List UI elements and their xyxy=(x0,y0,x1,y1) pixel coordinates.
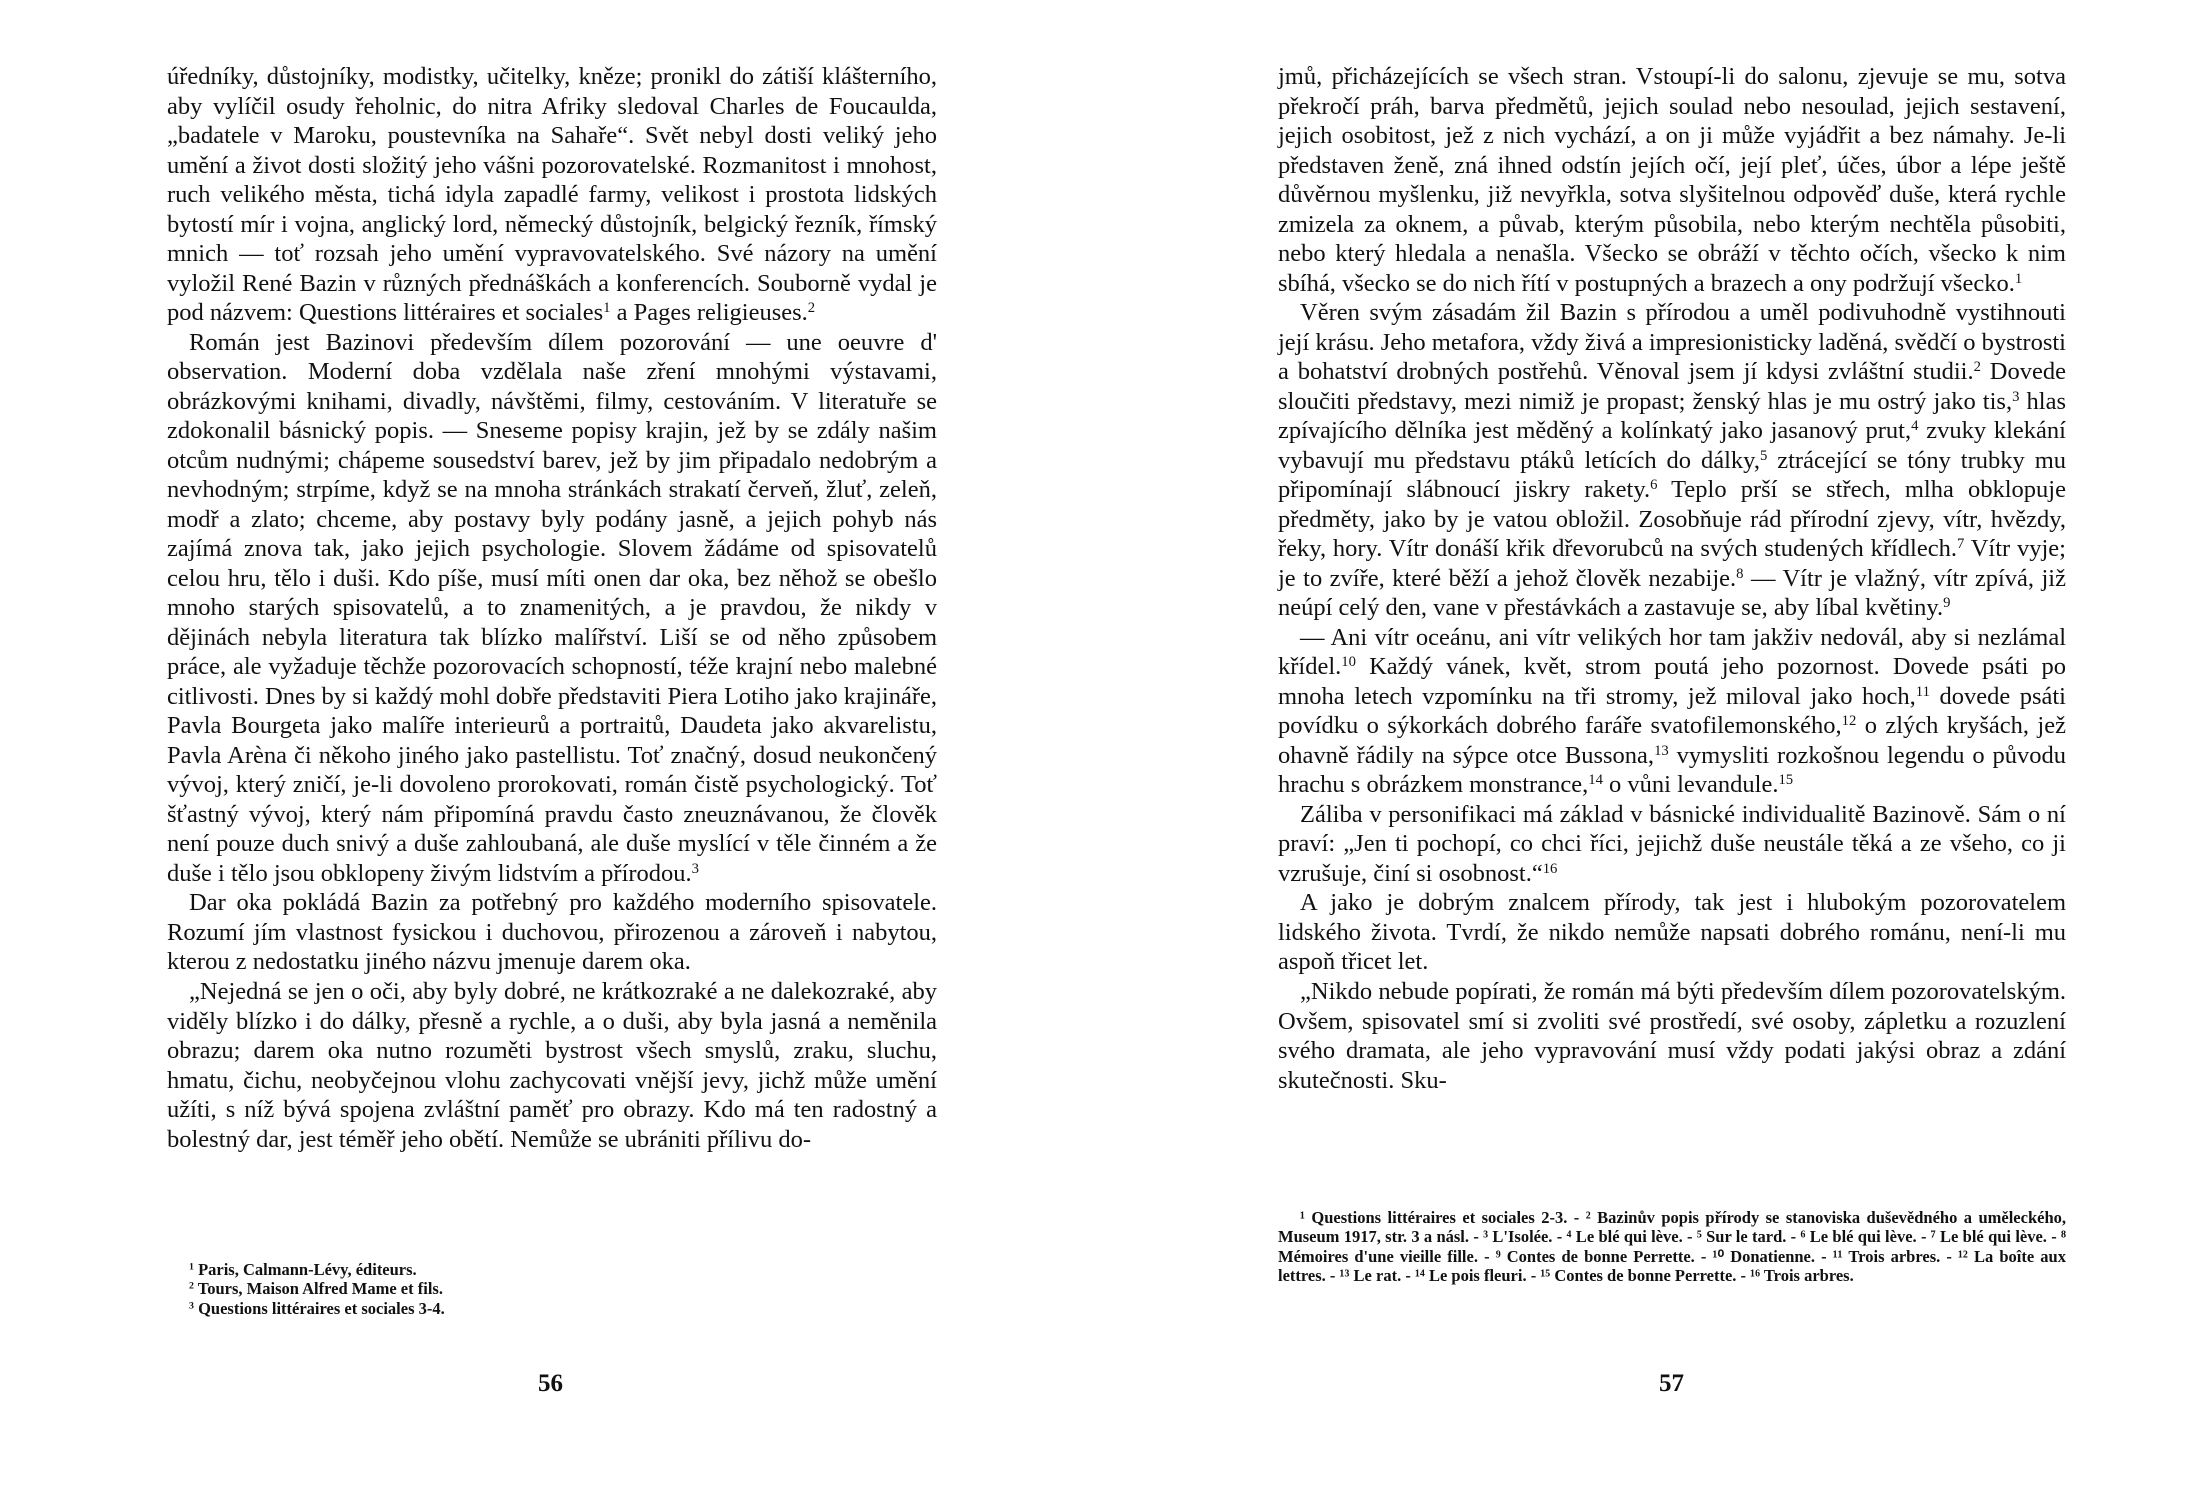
text-run: hlas zpívajícího dělníka jest měděný a kolínkatý jako jasanový prut, xyxy=(1278,387,2066,445)
text-run: „Nikdo nebude popírati, že román má býti především dílem pozorovatelským. Ovšem, spisovatel smí si zvoliti své prostředí, své osoby, zápletku a rozuzlení svého dramata, ale jeho vypravování musí vždy podati jakýsi obraz a zdání skutečnosti. Sku- xyxy=(1278,977,2066,1094)
footnote-text: Tours, Maison Alfred Mame et fils. xyxy=(193,1279,443,1299)
right-footnotes xyxy=(1278,1208,2066,1286)
footnote-marker: 2 xyxy=(1973,359,1981,376)
text-run: Každý vánek, květ, strom poutá jeho pozornost. Dovede psáti po mnoha letech vzpomínku na tři stromy, jež miloval jako hoch, xyxy=(1278,653,2066,710)
paragraph xyxy=(1278,800,2066,889)
footnote-marker: 14 xyxy=(1588,772,1603,789)
text-run: Vítr vyje; je to zvíře, které běží a jehož člověk nezabije. xyxy=(1278,535,2066,592)
footnote-marker: 5 xyxy=(1759,447,1768,464)
footnote xyxy=(167,1299,937,1318)
page-number-left: 56 xyxy=(538,1370,563,1397)
footnote xyxy=(167,1260,937,1279)
footnote-marker: 4 xyxy=(1911,418,1919,435)
footnote-marker: 13 xyxy=(1654,742,1669,759)
paragraph xyxy=(167,977,937,1154)
right-body-text xyxy=(1278,62,2066,1095)
text-run: A jako je dobrým znalcem přírody, tak jest i hlubokým pozorovatelem lidského života. Tvrdí, že nikdo nemůže napsati dobrého románu, není-li mu aspoň třicet let. xyxy=(1278,889,2066,976)
footnote-marker: 6 xyxy=(1650,477,1658,494)
text-run: vymysliti rozkošnou legendu o původu hrachu s obrázkem monstrance, xyxy=(1278,741,2066,799)
text-run: Věren svým zásadám žil Bazin s přírodou a uměl podivuhodně vystihnouti její krásu. Jeho metafora, vždy živá a impresionisticky laděná, svědčí o bystrosti a bohatství drobných postřehů. Věnoval jsem jí kdysi zvláštní studii. xyxy=(1278,299,2066,386)
paragraph xyxy=(167,888,937,977)
footnote-marker: 1 xyxy=(603,300,611,317)
paragraph xyxy=(1278,62,2066,298)
text-run: „Nejedná se jen o oči, aby byly dobré, ne krátkozraké a ne dalekozraké, aby viděly blízko i do dálky, přesně a rychle, a o duši, aby byla jasná a neměnila obrazu; darem oka nutno rozuměti bystrost všech smyslů, zraku, sluchu, hmatu, čichu, neobyčejnou vlohu zachycovati vnější jevy, jichž může umění užíti, s níž bývá spojena zvláštní paměť pro obrazy. Kdo má ten radostný a bolestný dar, jest téměř jeho obětí. Nemůže se ubrániti přílivu do- xyxy=(167,977,937,1153)
paragraph xyxy=(1278,623,2066,800)
text-run: Záliba v personifikaci má základ v básnické individualitě Bazinově. Sám o ní praví: „Jen ti pochopí, co chci říci, jejichž duše neustále těká a ze všeho, co ji vzrušuje, činí si osobnost.“ xyxy=(1278,800,2066,887)
footnote-number: 3 xyxy=(189,1300,194,1312)
footnote-text: Paris, Calmann-Lévy, éditeurs. xyxy=(193,1260,417,1279)
text-run: Dovede sloučiti představy, mezi nimiž je propast; ženský hlas je mu ostrý jako tis, xyxy=(1278,358,2066,415)
paragraph xyxy=(1278,977,2066,1095)
footnotes-paragraph: ¹ Questions littéraires et sociales 2-3. - ² Bazinův popis přírody se stanoviska duševědného a uměleckého, Museum 1917, str. 3 a násl. - ³ L'Isolée. - ⁴ Le blé qui lève. - ⁵ Sur le tard. - ⁶ Le blé qui lève. - ⁷ Le blé qui lève. - ⁸ Mémoires d'une vieille fille. - ⁹ Contes de bonne Perrette. - ¹⁰ Donatienne. - ¹¹ Trois arbres. - ¹² La boîte aux lettres. - ¹³ Le rat. - ¹⁴ Le pois fleuri. - ¹⁵ Contes de bonne Perrette. - ¹⁶ Trois arbres. xyxy=(1278,1208,2066,1286)
footnote-marker: 3 xyxy=(2012,388,2020,405)
footnote-marker: 7 xyxy=(1956,536,1965,553)
text-run: úředníky, důstojníky, modistky, učitelky, kněze; pronikl do zátiší klášterního, aby vylíčil osudy řeholnic, do nitra Afriky sledoval Charles de Foucaulda, „badatele v Maroku, poustevníka na Sahaře“. Svět nebyl dosti veliký jeho umění a život dosti složitý jeho vášni pozorovatelské. Rozmanitost i mnohost, ruch velikého města, tichá idyla zapadlé farmy, velikost i prostota lidských bytostí mír i vojna, anglický lord, německý důstojník, belgický řezník, římský mnich — toť rozsah jeho umění vypravovatelského. Své názory na umění vyložil René Bazin v různých přednáškách a konferencích. Souborně vydal je pod názvem: Questions littéraires et sociales xyxy=(167,63,937,327)
text-run: dovede psáti povídku o sýkorkách dobrého faráře svatofilemonského, xyxy=(1278,682,2066,740)
footnote-marker: 3 xyxy=(691,860,700,877)
footnote-text: Questions littéraires et sociales 3-4. xyxy=(193,1298,445,1318)
page-number-right: 57 xyxy=(1659,1370,1684,1397)
text-run: jmů, přicházejících se všech stran. Vstoupí-li do salonu, zjevuje se mu, sotva překročí práh, barva předmětů, jejich soulad nebo nesoulad, jejich sestavení, jejich osobitost, jež z nich vychází, a on ji může vyjádřit a bez námahy. Je-li představen ženě, zná ihned odstín jejích očí, její pleť, účes, úbor a lépe ještě důvěrnou myšlenku, již nevyřkla, sotva slyšitelnou odpověď duše, která rychle zmizela za oknem, a půvab, kterým působila, nebo kterým nechtěla působiti, nebo který hledala a nenašla. Všecko se obráží v těchto očích, všecko k nim sbíhá, všecko se do nich řítí v postupných a brazech a ony podržují všecko. xyxy=(1278,63,2066,297)
footnote-number: 1 xyxy=(189,1261,194,1273)
paragraph xyxy=(1278,298,2066,623)
footnote-marker: 12 xyxy=(1841,713,1857,730)
left-body-text xyxy=(167,62,937,1154)
footnote-marker: 16 xyxy=(1542,860,1558,877)
footnote-marker: 8 xyxy=(1736,565,1744,582)
footnote-marker: 11 xyxy=(1915,683,1930,700)
text-run: zvuky klekání vybavují mu představu ptáků letících do dálky, xyxy=(1278,417,2066,474)
footnote xyxy=(167,1279,937,1298)
footnote-marker: 2 xyxy=(807,300,816,317)
footnote-marker: 9 xyxy=(1943,595,1951,612)
footnote-marker: 15 xyxy=(1778,772,1794,789)
footnote-marker: 10 xyxy=(1341,654,1356,671)
text-run: Román jest Bazinovi především dílem pozorování — une oeuvre d' observation. Moderní doba vzdělala naše zření mnohými výstavami, obrázkovými knihami, divadly, návštěmi, filmy, cestováním. V literatuře se zdokonalil básnický popis. — Sneseme popisy krajin, jež by se zdály našim otcům nudnými; chápeme sousedství barev, jež by jim připadalo nedobrým a nevhodným; strpíme, když se na mnoha stránkách strakatí červeň, žluť, zeleň, modř a zlato; chceme, aby postavy byly podány jasně, a jejich pohyb nás zajímá znova tak, jako jejich psychologie. Slovem žádáme od spisovatelů celou hru, tělo i duši. Kdo píše, musí míti onen dar oka, bez něhož se obešlo mnoho starých spisovatelů, a to znamenitých, a je pravdou, že nikdy v dějinách nebyla literatura tak blízko malířství. Liší se od něho způsobem práce, ale vyžaduje těchže pozorovacích schopností, téže krajní nebo malebné citlivosti. Dnes by si každý mohl dobře představiti Piera Lotiho jako krajináře, Pavla Bourgeta jako malíře interieurů a portraitů, Daudeta jako akvarelistu, Pavla Arèna či někoho jiného jako pastellistu. Toť značný, dosud neukončený vývoj, který zničí, je-li dovoleno prorokovati, román čistě psychologický. Toť šťastný vývoj, který nám připomíná pravdu často zneuznávanou, že člověk není pouze duch snivý a duše zahloubaná, ale duše myslící v těle činném a že duše i tělo jsou obklopeny živým lidstvím a přírodou. xyxy=(167,328,937,887)
left-footnotes xyxy=(167,1260,937,1318)
paragraph xyxy=(1278,888,2066,977)
paragraph xyxy=(167,62,937,328)
text-run: — Ani vítr oceánu, ani vítr velikých hor tam jakživ nedovál, aby si nezlámal křídel. xyxy=(1278,623,2066,681)
text-run: a Pages religieuses. xyxy=(610,299,808,327)
footnote-marker: 1 xyxy=(2014,270,2023,287)
text-run: o vůni levandule. xyxy=(1602,771,1779,799)
footnote-number: 2 xyxy=(189,1281,194,1293)
right-page xyxy=(1106,0,2212,1500)
text-run: ztrácející se tóny trubky mu připomínají slábnoucí jiskry rakety. xyxy=(1278,446,2067,504)
text-run: — Vítr je vlažný, vítr zpívá, již neúpí celý den, vane v přestávkách a zastavuje se, aby líbal květiny. xyxy=(1278,564,2066,622)
text-run: Teplo prší se střech, mlha obklopuje předměty, jako by je vatou obložil. Zosobňuje rád přírodní zjevy, vítr, hvězdy, řeky, hory. Vítr donáší křik dřevorubců na svých studených křídlech. xyxy=(1278,476,2066,563)
text-run: o zlých kryšách, jež ohavně řádily na sýpce otce Bussona, xyxy=(1278,712,2066,769)
paragraph xyxy=(167,328,937,889)
text-run: Dar oka pokládá Bazin za potřebný pro každého moderního spisovatele. Rozumí jím vlastnost fysickou i duchovou, přirozenou a zároveň i nabytou, kterou z nedostatku jiného názvu jmenuje darem oka. xyxy=(167,889,937,976)
